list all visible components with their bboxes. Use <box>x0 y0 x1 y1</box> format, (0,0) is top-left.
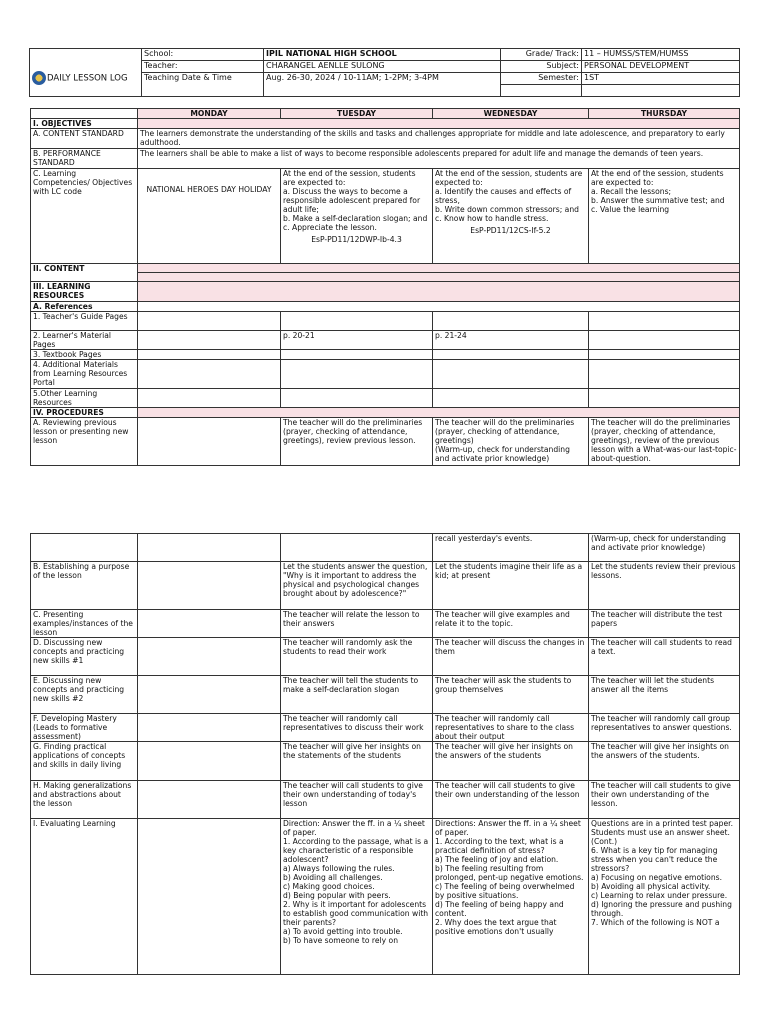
blank-cell <box>281 389 433 408</box>
evaluating-label: I. Evaluating Learning <box>31 819 138 975</box>
blank-cell <box>138 312 281 331</box>
school-value: IPIL NATIONAL HIGH SCHOOL <box>264 49 501 61</box>
generalizations-label: H. Making generalizations and abstractions about the lesson <box>31 781 138 819</box>
evaluating-wednesday: Directions: Answer the ff. in a ¼ sheet of paper. 1. According to the text, what is a practical definition of stress? a) The feeling of joy and elation. b) The feeling resulting from prolonged, pent-up negative emotions. c) The feeling of being overwhelmed by positive situations. d) The feeling of being happy and content. 2. Why does the text argue that positive emotions don't usually <box>433 819 589 975</box>
blank-cell <box>281 350 433 360</box>
applications-thursday: The teacher will give her insights on the answers of the students. <box>589 742 740 781</box>
section-band <box>138 119 740 129</box>
performance-standard-label: B. PERFORMANCE STANDARD <box>31 149 138 169</box>
blank-cell <box>433 360 589 389</box>
blank-cell <box>138 360 281 389</box>
reviewing-tuesday: The teacher will do the preliminaries (prayer, checking of attendance, greetings), review previous lesson. <box>281 418 433 466</box>
section-band <box>138 264 740 273</box>
semester-value: 1ST <box>582 73 740 85</box>
objectives-heading: I. OBJECTIVES <box>31 119 138 129</box>
blank-cell <box>138 714 281 742</box>
blank-cell <box>138 331 281 350</box>
tuesday-lc-code: EsP-PD11/12DWP-Ib-4.3 <box>311 235 402 244</box>
thursday-objectives: At the end of the session, students are expected to: a. Recall the lessons; b. Answer the summative test; and c. Value the learning <box>589 169 740 264</box>
applications-label: G. Finding practical applications of concepts and skills in daily living <box>31 742 138 781</box>
grade-label: Grade/ Track: <box>501 49 582 61</box>
generalizations-thursday: The teacher will call students to give their own understanding of the lesson. <box>589 781 740 819</box>
blank-cell <box>138 534 281 562</box>
blank-cell <box>138 781 281 819</box>
purpose-tuesday: Let the students answer the question, "Why is it important to address the physical and psychological changes brought about by adolescence?" <box>281 562 433 610</box>
blank-cell <box>433 350 589 360</box>
blank-cell <box>138 418 281 466</box>
wednesday-objectives <box>433 169 589 264</box>
reviewing-wednesday-cont: recall yesterday's events. <box>433 534 589 562</box>
blank-cell <box>138 562 281 610</box>
blank-cell <box>589 350 740 360</box>
tuesday-objectives <box>281 169 433 264</box>
purpose-label: B. Establishing a purpose of the lesson <box>31 562 138 610</box>
semester-label: Semester: <box>501 73 582 85</box>
day-header-tuesday: TUESDAY <box>281 109 433 119</box>
blank-cell <box>589 312 740 331</box>
date-label: Teaching Date & Time <box>142 73 264 97</box>
blank-cell <box>138 742 281 781</box>
grade-value: 11 – HUMSS/STEM/HUMSS <box>582 49 740 61</box>
mastery-thursday: The teacher will randomly call group representatives to answer questions. <box>589 714 740 742</box>
monday-holiday: NATIONAL HEROES DAY HOLIDAY <box>138 169 281 264</box>
learners-material-label: 2. Learner's Material Pages <box>31 331 138 350</box>
blank-cell <box>138 638 281 676</box>
discussing-1-label: D. Discussing new concepts and practicing new skills #1 <box>31 638 138 676</box>
discussing-2-label: E. Discussing new concepts and practicing new skills #2 <box>31 676 138 714</box>
content-heading: II. CONTENT <box>31 264 138 282</box>
resources-heading: III. LEARNING RESOURCES <box>31 282 138 302</box>
lm-pages-wednesday: p. 21-24 <box>433 331 589 350</box>
teacher-value: CHARANGEL AENLLE SULONG <box>264 61 501 73</box>
blank-cell <box>138 610 281 638</box>
textbook-label: 3. Textbook Pages <box>31 350 138 360</box>
applications-wednesday: The teacher will give her insights on the answers of the students <box>433 742 589 781</box>
generalizations-wednesday: The teacher will call students to give their own understanding of the lesson <box>433 781 589 819</box>
lesson-table-page-1 <box>30 108 740 466</box>
procedures-heading: IV. PROCEDURES <box>31 408 138 418</box>
evaluating-thursday: Questions are in a printed test paper. Students must use an answer sheet. (Cont.) 6. What is a key tip for managing stress when you can't reduce the stressors? a) Focusing on negative emotions. b) Avoiding all physical activity. c) Learning to relax under pressure. d) Ignoring the pressure and pushing through. 7. Which of the following is NOT a <box>589 819 740 975</box>
evaluating-tuesday: Direction: Answer the ff. in a ¼ sheet of paper. 1. According to the passage, what is a key characteristic of a responsible adolescent? a) Always following the rules. b) Avoiding all challenges. c) Making good choices. d) Being popular with peers. 2. Why is it important for adolescents to establish good communication with their parents? a) To avoid getting into trouble. b) To have someone to rely on <box>281 819 433 975</box>
lm-pages-tuesday: p. 20-21 <box>281 331 433 350</box>
other-resources-label: 5.Other Learning Resources <box>31 389 138 408</box>
deped-seal-icon <box>32 71 46 85</box>
day-header-monday: MONDAY <box>138 109 281 119</box>
discussing-1-thursday: The teacher will call students to read a text. <box>589 638 740 676</box>
lesson-table-page-2 <box>30 533 740 975</box>
content-standard-label: A. CONTENT STANDARD <box>31 129 138 149</box>
presenting-tuesday: The teacher will relate the lesson to their answers <box>281 610 433 638</box>
tuesday-objectives-text: At the end of the session, students are expected to: a. Discuss the ways to become a responsible adolescent prepared for adult life; b. Make a self-declaration slogan; and c. Appreciate the lesson. <box>283 169 428 232</box>
log-title: DAILY LESSON LOG <box>47 73 128 83</box>
reviewing-wednesday: The teacher will do the preliminaries (prayer, checking of attendance, greetings) (Warm-up, check for understanding and activate prior knowledge) <box>433 418 589 466</box>
blank-cell <box>582 85 740 97</box>
presenting-label: C. Presenting examples/instances of the lesson <box>31 610 138 638</box>
header-table <box>29 48 740 97</box>
mastery-wednesday: The teacher will randomly call representatives to share to the class about their output <box>433 714 589 742</box>
blank-cell <box>138 350 281 360</box>
reviewing-thursday: The teacher will do the preliminaries (prayer, checking of attendance, greetings), review of the previous lesson with a What-was-our last-topic-about-question. <box>589 418 740 466</box>
blank-cell <box>433 389 589 408</box>
blank-cell <box>138 302 740 312</box>
references-label: A. References <box>31 302 138 312</box>
day-header-thursday: THURSDAY <box>589 109 740 119</box>
mastery-label: F. Developing Mastery (Leads to formative assessment) <box>31 714 138 742</box>
blank-cell <box>138 389 281 408</box>
discussing-2-wednesday: The teacher will ask the students to group themselves <box>433 676 589 714</box>
subject-label: Subject: <box>501 61 582 73</box>
discussing-1-tuesday: The teacher will randomly ask the students to read their work <box>281 638 433 676</box>
discussing-2-thursday: The teacher will let the students answer all the items <box>589 676 740 714</box>
title-cell <box>30 49 142 97</box>
blank-cell <box>589 389 740 408</box>
day-header-wednesday: WEDNESDAY <box>433 109 589 119</box>
competencies-label: C. Learning Competencies/ Objectives with LC code <box>31 169 138 264</box>
wednesday-objectives-text: At the end of the session, students are expected to: a. Identify the causes and effects of stress, b. Write down common stressors; and c. Know how to handle stress. <box>435 169 583 223</box>
blank-cell <box>281 312 433 331</box>
date-value: Aug. 26-30, 2024 / 10-11AM; 1-2PM; 3-4PM <box>264 73 501 97</box>
blank-cell <box>138 676 281 714</box>
content-standard-text: The learners demonstrate the understanding of the skills and tasks and challenges appropriate for middle and late adolescence, and preparatory to early adulthood. <box>138 129 740 149</box>
mastery-tuesday: The teacher will randomly call representatives to discuss their work <box>281 714 433 742</box>
school-label: School: <box>142 49 264 61</box>
applications-tuesday: The teacher will give her insights on the statements of the students <box>281 742 433 781</box>
blank-cell <box>433 312 589 331</box>
discussing-1-wednesday: The teacher will discuss the changes in them <box>433 638 589 676</box>
teachers-guide-label: 1. Teacher's Guide Pages <box>31 312 138 331</box>
discussing-2-tuesday: The teacher will tell the students to make a self-declaration slogan <box>281 676 433 714</box>
presenting-thursday: The teacher will distribute the test papers <box>589 610 740 638</box>
section-band <box>138 282 740 302</box>
blank-cell <box>281 360 433 389</box>
section-band <box>138 273 740 282</box>
teacher-label: Teacher: <box>142 61 264 73</box>
wednesday-lc-code: EsP-PD11/12CS-If-5.2 <box>470 226 551 235</box>
blank-cell <box>589 360 740 389</box>
reviewing-label: A. Reviewing previous lesson or presenting new lesson <box>31 418 138 466</box>
generalizations-tuesday: The teacher will call students to give their own understanding of today's lesson <box>281 781 433 819</box>
reviewing-thursday-cont: (Warm-up, check for understanding and activate prior knowledge) <box>589 534 740 562</box>
purpose-thursday: Let the students review their previous lessons. <box>589 562 740 610</box>
blank-cell <box>138 819 281 975</box>
corner-cell <box>31 109 138 119</box>
section-band <box>138 408 740 418</box>
additional-materials-label: 4. Additional Materials from Learning Resources Portal <box>31 360 138 389</box>
blank-cell <box>589 331 740 350</box>
blank-cell <box>31 534 138 562</box>
blank-cell <box>281 534 433 562</box>
purpose-wednesday: Let the students imagine their life as a kid; at present <box>433 562 589 610</box>
subject-value: PERSONAL DEVELOPMENT <box>582 61 740 73</box>
presenting-wednesday: The teacher will give examples and relate it to the topic. <box>433 610 589 638</box>
blank-cell <box>501 85 582 97</box>
performance-standard-text: The learners shall be able to make a list of ways to become responsible adolescents prepared for adult life and manage the demands of teen years. <box>138 149 740 169</box>
